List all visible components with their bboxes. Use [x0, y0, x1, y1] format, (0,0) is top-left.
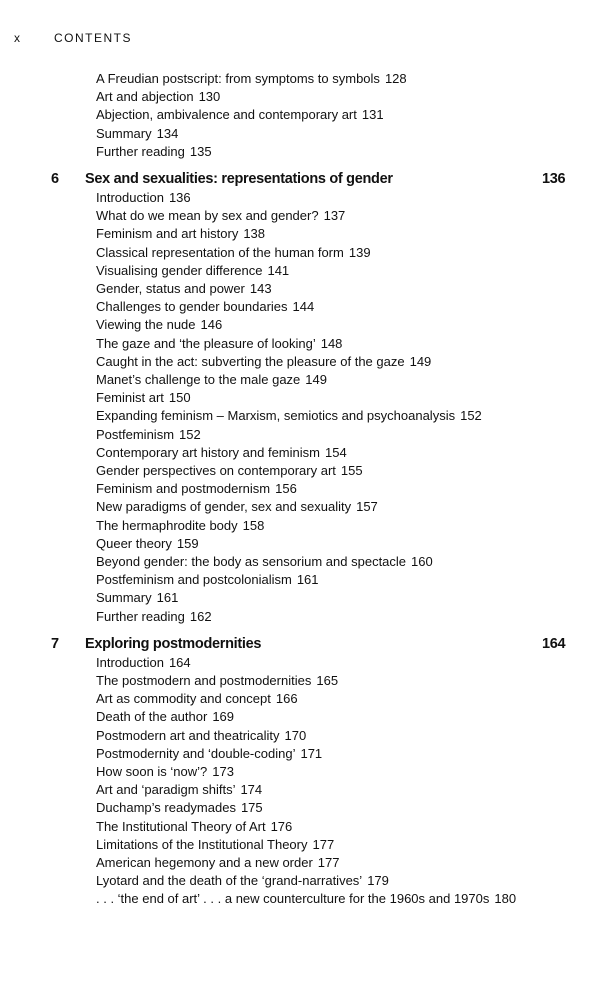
toc-entry [96, 480, 297, 498]
toc-entry [96, 708, 234, 726]
toc-entry-title: Summary [96, 125, 152, 141]
toc-entry [96, 143, 212, 161]
running-head-title: CONTENTS [54, 31, 132, 45]
toc-entry [96, 672, 338, 690]
toc-entry [96, 608, 212, 626]
toc-entry-title: Expanding feminism – Marxism, semiotics and psychoanalysis [96, 408, 456, 424]
toc-entry [96, 262, 289, 280]
toc-entry [96, 571, 319, 589]
toc-entry [96, 727, 306, 745]
toc-entry [96, 890, 516, 908]
toc-entry-page: 146 [200, 317, 223, 333]
toc-entry-page: 156 [275, 481, 297, 497]
toc-entry [96, 280, 272, 298]
toc-entry-page: 177 [312, 836, 335, 852]
toc-entry-title: Postfeminism [96, 426, 175, 442]
toc-entry [96, 654, 191, 672]
toc-entry-page: 180 [494, 891, 517, 907]
toc-entry [96, 535, 199, 553]
chapter-number: 6 [51, 171, 59, 187]
toc-entry [96, 498, 378, 516]
toc-entry-page: 154 [324, 444, 347, 460]
toc-entry-page: 130 [198, 89, 221, 105]
toc-entry-page: 161 [156, 590, 179, 606]
toc-entry-title: Gender perspectives on contemporary art [96, 463, 336, 478]
toc-entry-title: The Institutional Theory of Art [96, 818, 266, 834]
toc-entry-title: Feminism and art history [96, 226, 239, 242]
toc-entry-title: Limitations of the Institutional Theory [96, 836, 308, 852]
page-folio: x [14, 31, 22, 45]
toc-entry [96, 589, 178, 607]
toc-entry-page: 177 [317, 855, 340, 870]
toc-entry-title: Further reading [96, 143, 185, 159]
toc-entry-title: Postmodernity and ‘double-coding’ [96, 745, 296, 761]
toc-entry-page: 176 [270, 818, 293, 834]
toc-entry [96, 745, 322, 763]
toc-entry [96, 335, 342, 353]
toc-entry-page: 170 [284, 727, 307, 743]
toc-entry-title: What do we mean by sex and gender? [96, 208, 319, 224]
toc-entry [96, 763, 234, 781]
toc-entry-title: New paradigms of gender, sex and sexuality [96, 499, 352, 515]
toc-entry-page: 150 [168, 390, 191, 406]
toc-entry-title: Introduction [96, 190, 164, 205]
toc-entry-title: The postmodern and postmodernities [96, 673, 312, 688]
toc-entry-title: Caught in the act: subverting the pleasure of the gaze [96, 353, 405, 369]
toc-entry [96, 316, 222, 334]
toc-entry-title: A Freudian postscript: from symptoms to symbols [96, 71, 380, 86]
toc-entry-page: 143 [249, 281, 272, 296]
toc-entry [96, 189, 191, 207]
toc-entry [96, 371, 327, 389]
toc-entry-title: Postfeminism and postcolonialism [96, 572, 292, 588]
toc-entry-title: Summary [96, 590, 152, 606]
toc-entry [96, 799, 263, 817]
toc-entry [96, 781, 262, 799]
toc-entry-page: 175 [240, 800, 263, 816]
toc-entry-title: Manet’s challenge to the male gaze [96, 372, 301, 387]
chapter-title: Sex and sexualities: representations of gender [85, 171, 393, 187]
toc-entry [96, 106, 384, 124]
toc-entry-page: 131 [361, 107, 384, 123]
toc-entry-title: The hermaphrodite body [96, 517, 238, 533]
toc-entry [96, 854, 340, 872]
toc-entry-page: 162 [189, 608, 212, 624]
toc-entry [96, 553, 433, 571]
toc-entry-page: 128 [384, 71, 407, 86]
toc-entry-title: The gaze and ‘the pleasure of looking’ [96, 335, 316, 351]
toc-entry-page: 165 [316, 673, 339, 688]
toc-entry-page: 137 [323, 208, 346, 224]
toc-entry-page: 158 [242, 517, 265, 533]
toc-entry-title: American hegemony and a new order [96, 855, 313, 870]
toc-entry-title: . . . ‘the end of art’ . . . a new counterculture for the 1960s and 1970s [96, 891, 490, 907]
toc-entry-title: Beyond gender: the body as sensorium and spectacle [96, 554, 407, 569]
toc-entry-page: 152 [460, 408, 482, 424]
toc-entry-title: Abjection, ambivalence and contemporary art [96, 107, 357, 123]
toc-entry [96, 125, 178, 143]
toc-entry-page: 160 [411, 554, 433, 569]
toc-entry-page: 141 [267, 262, 290, 278]
toc-entry-title: Lyotard and the death of the ‘grand-narratives’ [96, 873, 363, 889]
toc-entry-page: 159 [176, 535, 199, 551]
toc-entry-page: 169 [212, 709, 235, 725]
toc-entry-page: 157 [356, 499, 378, 515]
toc-entry-page: 164 [168, 654, 191, 670]
toc-entry-page: 148 [320, 335, 343, 351]
toc-entry-title: Duchamp’s readymades [96, 800, 236, 816]
toc-entry-title: Challenges to gender boundaries [96, 299, 288, 315]
toc-entry-page: 135 [189, 143, 212, 159]
toc-entry [96, 70, 407, 88]
chapter-number: 7 [51, 635, 59, 652]
toc-entry-page: 149 [409, 353, 432, 369]
toc-entry-title: Queer theory [96, 535, 172, 551]
toc-entry-title: Viewing the nude [96, 317, 196, 333]
toc-entry [96, 353, 431, 371]
toc-entry-page: 174 [240, 782, 263, 798]
toc-entry [96, 426, 201, 444]
toc-entry [96, 462, 363, 480]
toc-entry-page: 138 [243, 226, 266, 242]
toc-entry-page: 152 [179, 426, 201, 442]
toc-entry [96, 88, 220, 106]
toc-entry-page: 171 [300, 745, 323, 761]
toc-entry [96, 818, 292, 836]
toc-entry-page: 166 [275, 691, 298, 707]
toc-entry-title: Art and abjection [96, 89, 194, 105]
toc-entry-title: How soon is ‘now’? [96, 764, 208, 779]
toc-entry-page: 139 [348, 244, 371, 260]
toc-entry-page: 144 [292, 299, 315, 315]
toc-entry [96, 207, 345, 225]
toc-entry-title: Feminist art [96, 390, 164, 406]
toc-entry-title: Art and ‘paradigm shifts’ [96, 782, 236, 798]
toc-entry [96, 298, 314, 316]
toc-entry-title: Feminism and postmodernism [96, 481, 271, 497]
toc-entry-page: 173 [212, 764, 234, 779]
chapter-title: Exploring postmodernities [85, 635, 262, 652]
chapter-page: 164 [542, 635, 566, 652]
toc-entry-title: Gender, status and power [96, 281, 245, 296]
toc-entry-page: 179 [367, 873, 389, 889]
toc-entry-page: 155 [340, 463, 363, 478]
toc-entry [96, 225, 265, 243]
toc-entry [96, 836, 334, 854]
toc-entry [96, 244, 371, 262]
toc-entry-title: Further reading [96, 608, 185, 624]
toc-entry-page: 161 [296, 572, 319, 588]
toc-entry-title: Postmodern art and theatricality [96, 727, 280, 743]
toc-entry [96, 407, 482, 425]
toc-entry-title: Contemporary art history and feminism [96, 444, 320, 460]
toc-entry-title: Classical representation of the human form [96, 244, 344, 260]
toc-entry-title: Death of the author [96, 709, 208, 725]
toc-entry [96, 872, 389, 890]
toc-entry-page: 134 [156, 125, 179, 141]
toc-entry [96, 690, 298, 708]
toc-entry-page: 136 [168, 190, 191, 205]
toc-entry [96, 517, 264, 535]
toc-entry [96, 444, 347, 462]
toc-entry-title: Introduction [96, 654, 164, 670]
toc-entry-title: Art as commodity and concept [96, 691, 271, 707]
toc-entry [96, 389, 191, 407]
chapter-page: 136 [542, 171, 566, 187]
toc-entry-title: Visualising gender difference [96, 262, 263, 278]
toc-entry-page: 149 [305, 372, 327, 387]
